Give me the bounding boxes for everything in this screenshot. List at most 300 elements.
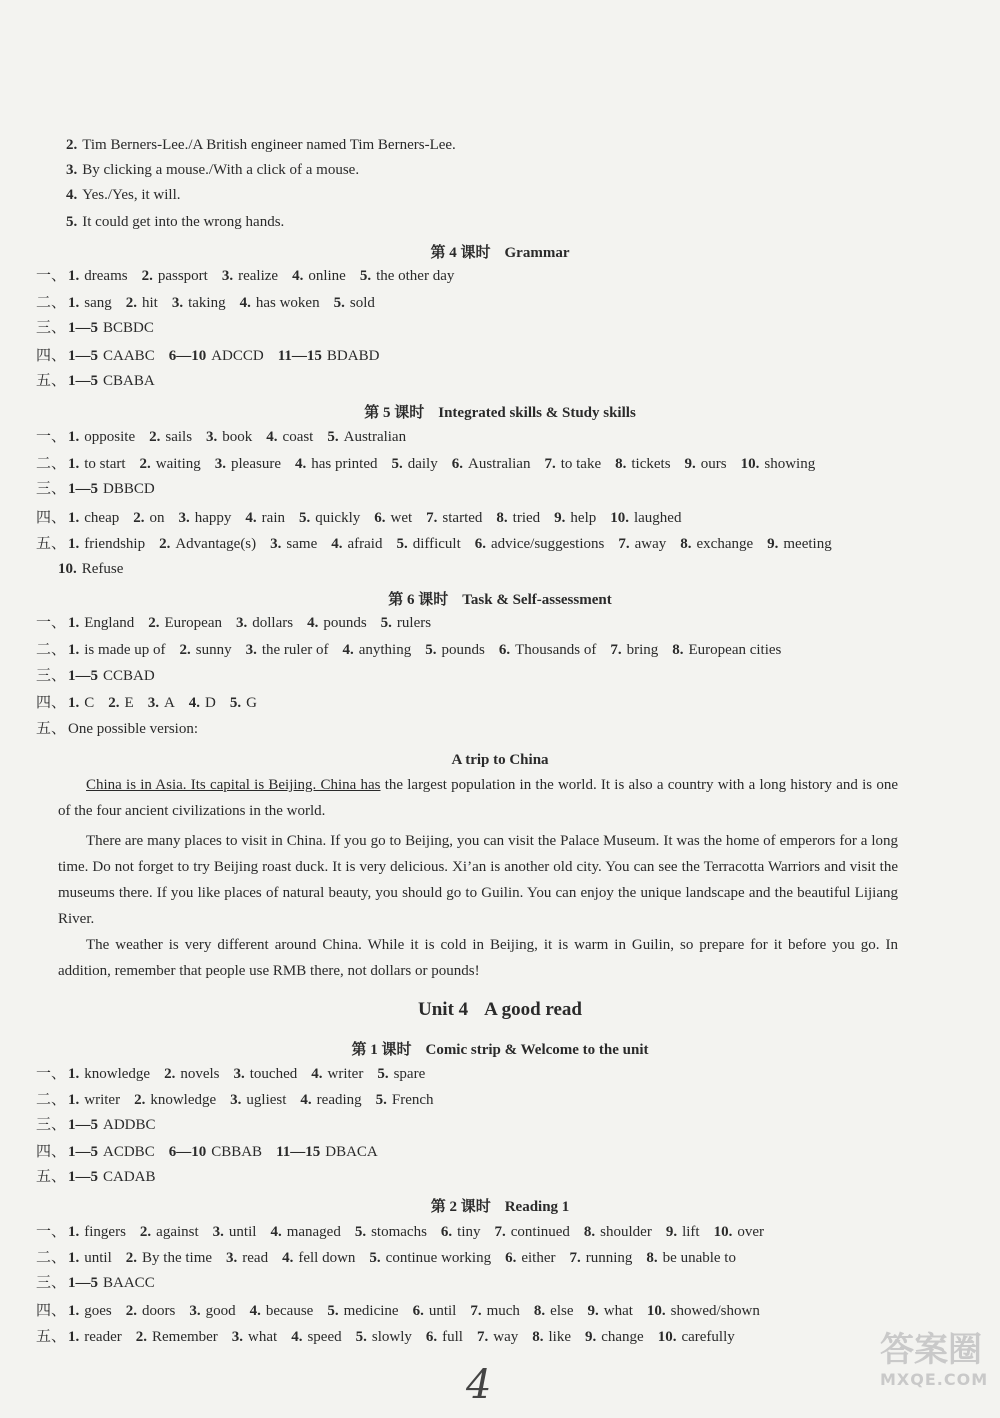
answer-item — [68, 666, 155, 686]
answer-text: either — [521, 1250, 556, 1266]
answer-item — [425, 640, 485, 660]
answer-text: By the time — [142, 1250, 213, 1266]
answer-number: 5. — [354, 1224, 367, 1240]
answer-item — [307, 613, 367, 633]
answer-line: 5. It could get into the wrong hands. — [66, 214, 285, 230]
answer-number: 8. — [532, 1329, 544, 1345]
lesson-heading: 第 2 课时 Reading 1 — [430, 1199, 570, 1215]
answer-item — [396, 534, 460, 554]
answer-text: the ruler of — [261, 642, 329, 658]
answer-number: 4. — [331, 536, 343, 552]
answer-item — [133, 508, 164, 528]
answer-number: 2. — [139, 456, 151, 472]
answer-text: rain — [261, 510, 285, 526]
answer-text: ADDBC — [103, 1117, 156, 1133]
answer-number: 8. — [615, 456, 627, 472]
section-marker: 三、 — [36, 1275, 67, 1291]
watermark-bottom: MXQE.COM — [880, 1370, 989, 1389]
answer-number: 7. — [610, 642, 622, 658]
section-marker: 一、 — [36, 1224, 67, 1240]
answer-text: has woken — [255, 295, 320, 311]
answer-item — [426, 508, 482, 528]
answer-text: ADCCD — [211, 348, 264, 364]
answer-text: coast — [282, 429, 314, 445]
answer-number: 10. — [713, 1224, 733, 1240]
answer-text: tried — [512, 510, 541, 526]
answer-text: managed — [286, 1224, 341, 1240]
answer-text: waiting — [155, 456, 201, 472]
answer-text: passport — [157, 268, 208, 284]
answer-item — [169, 346, 264, 366]
answer-number: 1. — [68, 1250, 80, 1266]
answer-item — [240, 293, 320, 313]
answer-text: anything — [358, 642, 412, 658]
answer-item — [342, 640, 411, 660]
answer-item — [300, 1090, 361, 1110]
page-number: 4 — [466, 1362, 492, 1408]
answer-item — [68, 1142, 155, 1162]
answer-number: 6. — [425, 1329, 438, 1345]
section-marker: 五、 — [36, 373, 67, 389]
answer-text: continued — [510, 1224, 570, 1240]
answer-item — [276, 1142, 378, 1162]
answer-text: shoulder — [600, 1224, 652, 1240]
answer-number: 3. — [206, 429, 218, 445]
watermark-logo — [880, 1330, 990, 1410]
answer-text: touched — [249, 1066, 298, 1082]
answer-line — [58, 559, 958, 579]
answer-item — [68, 1327, 122, 1347]
answer-number: 7. — [569, 1250, 581, 1266]
answer-number: 7. — [426, 510, 438, 526]
answer-item — [266, 427, 313, 447]
answer-number: 2. — [133, 510, 145, 526]
answer-text: friendship — [84, 536, 146, 552]
answer-line — [36, 479, 936, 499]
answer-number: 3. — [245, 642, 257, 658]
answer-item — [534, 1301, 574, 1321]
answer-number: 1. — [68, 1329, 80, 1345]
answer-text: the other day — [376, 268, 455, 284]
answer-number: 3. — [221, 268, 234, 284]
answer-number: 8. — [496, 510, 508, 526]
answer-text: way — [493, 1329, 519, 1345]
answer-text: read — [242, 1250, 269, 1266]
answer-line: 4. Yes./Yes, it will. — [66, 187, 181, 203]
answer-text: slowly — [371, 1329, 412, 1345]
answer-text: D — [205, 695, 216, 711]
answer-item — [126, 293, 158, 313]
answer-number: 6—10 — [168, 348, 207, 364]
answer-text: to start — [84, 456, 126, 472]
answer-item — [68, 640, 165, 660]
answer-item — [426, 1327, 463, 1347]
answer-number: 2. — [125, 295, 138, 311]
answer-number: 2. — [148, 615, 160, 631]
answer-text: writer — [327, 1066, 364, 1082]
answer-line — [36, 454, 936, 474]
essay-paragraph: The weather is very different around China. While it is cold in Beijing, it is warm in Guilin, so prepare for it before you go. In addition, remember that people use RMB there, not dollars or pounds! — [58, 937, 898, 979]
answer-text: help — [570, 510, 597, 526]
answer-number: 1. — [68, 429, 80, 445]
answer-text: away — [634, 536, 667, 552]
answer-number: 2. — [108, 695, 120, 711]
answer-line — [36, 693, 936, 713]
answer-text: sunny — [195, 642, 232, 658]
answer-number: 1—5 — [68, 668, 99, 684]
answer-item — [222, 266, 278, 286]
answer-number: 6. — [474, 536, 487, 552]
answer-item — [270, 1222, 340, 1242]
answer-text: meeting — [783, 536, 832, 552]
answer-number: 4. — [249, 1303, 261, 1319]
answer-text: stomachs — [371, 1224, 427, 1240]
answer-item — [376, 1090, 434, 1110]
lesson-heading: 第 6 课时 Task & Self-assessment — [388, 592, 612, 608]
answer-item — [292, 266, 346, 286]
answer-item — [584, 1222, 652, 1242]
answer-number: 1. — [68, 1092, 80, 1108]
answer-item — [355, 1222, 427, 1242]
answer-item — [685, 454, 727, 474]
answer-item — [68, 613, 134, 633]
answer-text: quickly — [315, 510, 361, 526]
answer-text: over — [737, 1224, 764, 1240]
answer-number: 5. — [299, 510, 311, 526]
answer-text: sold — [349, 295, 375, 311]
answer-item — [148, 693, 175, 713]
answer-number: 8. — [583, 1224, 596, 1240]
answer-text: French — [391, 1092, 434, 1108]
answer-number: 4. — [300, 1092, 312, 1108]
section-marker: 二、 — [36, 1250, 67, 1266]
answer-number: 2. — [125, 1303, 138, 1319]
answer-text: CBBAB — [211, 1144, 263, 1160]
answer-text: Thousands of — [515, 642, 597, 658]
answer-item — [647, 1301, 760, 1321]
answer-item — [250, 1301, 314, 1321]
answer-text: G — [246, 695, 257, 711]
answer-line: 3. By clicking a mouse./With a click of a mouse. — [66, 162, 360, 178]
answer-item — [180, 640, 232, 660]
answer-line — [36, 1327, 936, 1347]
answer-text: hit — [142, 295, 158, 311]
answer-item — [295, 454, 377, 474]
answer-item — [159, 534, 256, 554]
answer-item — [213, 1222, 257, 1242]
answer-text: European — [164, 615, 222, 631]
answer-text: full — [442, 1329, 463, 1345]
answer-text: opposite — [84, 429, 136, 445]
answer-number: 11—15 — [277, 348, 322, 364]
answer-line — [36, 266, 936, 286]
section-marker: 二、 — [36, 642, 67, 658]
answer-text: CAABC — [103, 348, 155, 364]
answer-item — [495, 1222, 570, 1242]
answer-item — [475, 534, 605, 554]
answer-line — [36, 1115, 936, 1135]
answer-number: 2. — [135, 1329, 147, 1345]
answer-line — [36, 613, 936, 633]
answer-text: on — [149, 510, 165, 526]
section-marker: 三、 — [36, 1117, 67, 1133]
answer-number: 1—5 — [68, 1117, 99, 1133]
answer-text: DBACA — [325, 1144, 378, 1160]
answer-number: 3. — [233, 1066, 245, 1082]
answer-text: spare — [393, 1066, 426, 1082]
answer-text: dollars — [252, 615, 294, 631]
answer-number: 10. — [58, 561, 77, 577]
answer-item — [189, 1301, 235, 1321]
answer-line — [36, 666, 936, 686]
answer-item — [327, 1301, 398, 1321]
essay-paragraph: China is in Asia. Its capital is Beijing. China has the largest population in the world. It is also a country with a long history and is one of the four ancient civilizations in the world. — [58, 777, 898, 819]
answer-number: 5. — [327, 1303, 339, 1319]
answer-text: BAACC — [103, 1275, 155, 1291]
answer-text: good — [205, 1303, 236, 1319]
answer-number: 3. — [231, 1329, 244, 1345]
answer-text: BDABD — [326, 348, 380, 364]
answer-item — [327, 427, 406, 447]
answer-text: tiny — [457, 1224, 481, 1240]
answer-text: book — [222, 429, 253, 445]
section-marker: 五、 — [36, 536, 67, 552]
answer-number: 8. — [680, 536, 692, 552]
answer-text: speed — [307, 1329, 342, 1345]
answer-text: CCBAD — [103, 668, 155, 684]
answer-text: until — [428, 1303, 457, 1319]
answer-text: difficult — [412, 536, 461, 552]
answer-item — [142, 266, 208, 286]
answer-item — [767, 534, 832, 554]
answer-item — [58, 559, 123, 579]
answer-text: to take — [560, 456, 602, 472]
answer-text: tickets — [631, 456, 671, 472]
lesson-heading: 第 1 课时 Comic strip & Welcome to the unit — [351, 1042, 649, 1058]
answer-number: 1. — [68, 642, 80, 658]
answer-text: has printed — [311, 456, 378, 472]
answer-number: 2. — [164, 1066, 176, 1082]
answer-item — [381, 613, 431, 633]
answer-number: 10. — [646, 1303, 666, 1319]
answer-number: 3. — [212, 1224, 224, 1240]
answer-text: rulers — [396, 615, 432, 631]
answer-number: 2. — [141, 268, 153, 284]
answer-text: ugliest — [246, 1092, 287, 1108]
answer-text: until — [84, 1250, 112, 1266]
answer-text: Refuse — [81, 561, 124, 577]
answer-number: 4. — [282, 1250, 294, 1266]
answer-number: 3. — [214, 456, 227, 472]
answer-item — [658, 1327, 735, 1347]
answer-number: 6. — [498, 642, 511, 658]
answer-item — [666, 1222, 700, 1242]
answer-line: 2. Tim Berners-Lee./A British engineer named Tim Berners-Lee. — [66, 137, 456, 153]
answer-number: 5. — [359, 268, 372, 284]
answer-line — [36, 427, 936, 447]
answer-text: advice/suggestions — [491, 536, 605, 552]
answer-number: 1. — [68, 1066, 80, 1082]
answer-text: A — [163, 695, 175, 711]
answer-number: 9. — [684, 456, 696, 472]
answer-item — [505, 1248, 555, 1268]
answer-item — [149, 427, 192, 447]
answer-number: 9. — [554, 510, 566, 526]
answer-text: doors — [142, 1303, 176, 1319]
answer-item — [172, 293, 226, 313]
answer-item — [68, 371, 155, 391]
answer-text: bring — [626, 642, 659, 658]
answer-item — [554, 508, 596, 528]
answer-number: 8. — [646, 1250, 658, 1266]
answer-number: 10. — [610, 510, 629, 526]
answer-line: 五、 One possible version: — [36, 721, 198, 737]
answer-text: laughed — [633, 510, 682, 526]
answer-item — [374, 508, 412, 528]
answer-text: lift — [682, 1224, 700, 1240]
answer-item — [680, 534, 753, 554]
answer-number: 1. — [68, 295, 80, 311]
answer-item — [68, 693, 94, 713]
answer-item — [206, 427, 252, 447]
unit-title: Unit 4 A good read — [418, 999, 582, 1020]
answer-item — [232, 1327, 277, 1347]
answer-number: 1. — [68, 1224, 80, 1240]
answer-line — [36, 1064, 936, 1084]
answer-text: fell down — [298, 1250, 356, 1266]
section-marker: 一、 — [36, 615, 67, 631]
section-marker: 一、 — [36, 1066, 67, 1082]
answer-item — [134, 1090, 216, 1110]
answer-item — [291, 1327, 341, 1347]
answer-text: wet — [390, 510, 413, 526]
answer-item — [369, 1248, 491, 1268]
answer-text: novels — [180, 1066, 220, 1082]
answer-item — [496, 508, 540, 528]
section-marker: 二、 — [36, 1092, 67, 1108]
lesson-heading: 第 4 课时 Grammar — [430, 245, 570, 261]
answer-text: pounds — [323, 615, 367, 631]
answer-text: change — [601, 1329, 644, 1345]
section-marker: 三、 — [36, 320, 67, 336]
answer-text: showed/shown — [670, 1303, 760, 1319]
answer-number: 1—5 — [68, 1275, 99, 1291]
answer-item — [68, 508, 119, 528]
answer-number: 5. — [377, 1066, 389, 1082]
answer-item — [68, 346, 155, 366]
section-marker: 一、 — [36, 429, 67, 445]
answer-text: Remember — [151, 1329, 218, 1345]
answer-item — [569, 1248, 632, 1268]
answer-item — [477, 1327, 518, 1347]
answer-number: 1—5 — [68, 1144, 99, 1160]
answer-text: C — [84, 695, 95, 711]
answer-text: online — [308, 268, 346, 284]
answer-item — [377, 1064, 425, 1084]
answer-item — [68, 266, 128, 286]
answer-item — [164, 1064, 219, 1084]
answer-number: 2. — [139, 1224, 152, 1240]
section-marker: 四、 — [36, 695, 67, 711]
answer-item — [68, 293, 112, 313]
answer-text: Advantage(s) — [175, 536, 257, 552]
answer-number: 4. — [307, 615, 319, 631]
answer-item — [234, 1064, 298, 1084]
answer-number: 7. — [470, 1303, 482, 1319]
section-marker: 三、 — [36, 668, 67, 684]
answer-number: 5. — [369, 1250, 381, 1266]
answer-number: 5. — [229, 695, 242, 711]
answer-line — [36, 1090, 936, 1110]
answer-line — [36, 1167, 936, 1187]
answer-number: 3. — [189, 1303, 201, 1319]
answer-text: sails — [165, 429, 193, 445]
answer-line — [36, 1301, 936, 1321]
answer-number: 3. — [230, 1092, 242, 1108]
answer-item — [68, 534, 145, 554]
answer-text: else — [550, 1303, 574, 1319]
answer-line — [36, 1273, 936, 1293]
answer-text: started — [442, 510, 483, 526]
section-marker: 四、 — [36, 1303, 67, 1319]
answer-item — [68, 1090, 120, 1110]
answer-text: BCBDC — [103, 320, 154, 336]
answer-item — [532, 1327, 571, 1347]
answer-number: 7. — [494, 1224, 506, 1240]
answer-item — [140, 454, 201, 474]
answer-item — [215, 454, 281, 474]
answer-number: 5. — [375, 1092, 387, 1108]
answer-number: 6. — [451, 456, 463, 472]
answer-item — [68, 479, 155, 499]
answer-text: England — [84, 615, 135, 631]
answer-item — [311, 1064, 363, 1084]
answer-number: 8. — [533, 1303, 546, 1319]
answer-line — [36, 1142, 936, 1162]
answer-item — [587, 1301, 632, 1321]
answer-item — [68, 1064, 150, 1084]
answer-item — [360, 266, 455, 286]
answer-item — [618, 534, 666, 554]
answer-number: 10. — [740, 456, 760, 472]
answer-number: 4. — [295, 456, 307, 472]
answer-number: 1. — [68, 1303, 80, 1319]
answer-item — [331, 534, 382, 554]
answer-item — [68, 1222, 126, 1242]
answer-text: CBABA — [103, 373, 155, 389]
answer-number: 1. — [68, 615, 80, 631]
answer-line — [36, 640, 936, 660]
section-marker: 五、 — [36, 1329, 67, 1345]
essay-title: A trip to China — [451, 752, 549, 768]
answer-item — [189, 693, 216, 713]
answer-text: Australian — [467, 456, 531, 472]
answer-text: reading — [316, 1092, 362, 1108]
answer-number: 6. — [440, 1224, 453, 1240]
answer-item — [544, 454, 601, 474]
answer-number: 1—5 — [68, 320, 99, 336]
answer-text: is made up of — [84, 642, 166, 658]
section-marker: 二、 — [36, 295, 67, 311]
answer-text: knowledge — [150, 1092, 217, 1108]
answer-text: much — [486, 1303, 520, 1319]
answer-text: dreams — [84, 268, 128, 284]
answer-number: 2. — [149, 429, 161, 445]
answer-number: 1—5 — [68, 481, 99, 497]
answer-item — [470, 1301, 520, 1321]
answer-text: knowledge — [84, 1066, 151, 1082]
answer-number: 4. — [245, 510, 257, 526]
